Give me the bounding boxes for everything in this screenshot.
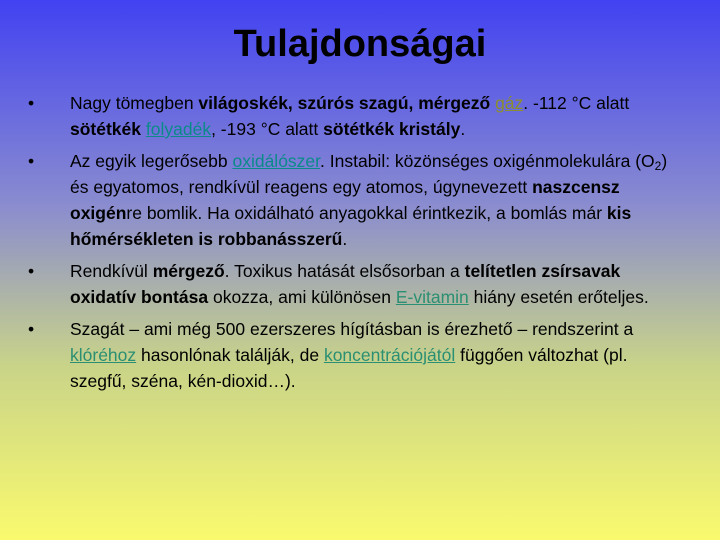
bold-text: telítetlen zsírsavak oxidatív bontása [70,261,621,307]
link-e-vitamin[interactable]: E-vitamin [395,287,469,307]
text: . [460,119,466,139]
text: Szagát – ami még 500 ezerszeres hígításban is érezhető – rendszerint a [70,319,634,339]
text: . [342,229,348,249]
bold-text: sötétkék kristály [323,119,461,139]
text: re bomlik. Ha oxidálható anyagokkal érintkezik, a bomlás már [126,203,607,223]
slide-title: Tulajdonságai [233,23,487,65]
text: , -193 °C alatt [211,119,324,139]
link-klorehoz[interactable]: klóréhoz [70,345,137,365]
link-folyadek[interactable]: folyadék [145,119,212,139]
text: Az egyik legerősebb [70,151,233,171]
text: hasonlónak találják, de [136,345,324,365]
bullet-item [28,90,688,142]
text: hiány esetén erőteljes. [468,287,649,307]
text: . Toxikus hatását elsősorban a [224,261,465,281]
text: . Instabil: közönséges oxigénmolekulára (O [320,151,655,171]
bullet-item [28,316,688,394]
text: Nagy tömegben [70,93,199,113]
text: . -112 °C alatt [523,93,630,113]
bold-text: világoskék, szúrós szagú, mérgező [198,93,491,113]
bullet-icon: • [28,93,35,113]
link-gaz[interactable]: gáz [495,93,524,113]
bullet-item [28,258,688,310]
bold-text: sötétkék [70,119,142,139]
bold-text: kis hőmérsékleten is robbanásszerű [70,203,632,249]
bullet-icon: • [28,319,35,339]
bold-text: mérgező [152,261,225,281]
text: függően változhat (pl. szegfű, széna, kén-dioxid…). [70,345,628,391]
bullet-list [28,90,688,400]
link-oxidaloszer[interactable]: oxidálószer [232,151,321,171]
link-koncentraciojatol[interactable]: koncentrációjától [323,345,456,365]
text: Rendkívül [70,261,153,281]
text: okozza, ami különösen [208,287,396,307]
bullet-icon: • [28,151,35,171]
bullet-icon: • [28,261,35,281]
bold-text: naszcensz oxigén [70,177,620,223]
bullet-item [28,148,688,252]
text: ) és egyatomos, rendkívül reagens egy atomos, úgynevezett [70,151,668,197]
subscript: 2 [654,159,662,173]
